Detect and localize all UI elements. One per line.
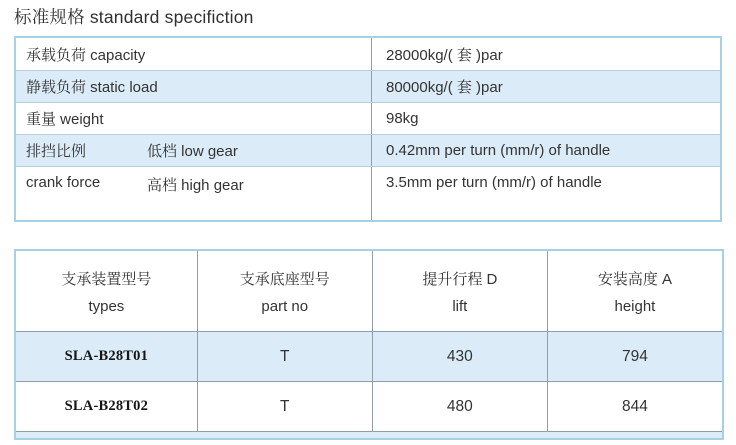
table-row (16, 134, 720, 166)
table-row (16, 38, 720, 70)
part-no-cell (197, 332, 372, 381)
column-header-cn: 安装高度 A (597, 270, 673, 288)
spec-value: 0.42mm per turn (mm/r) of handle (386, 142, 611, 159)
spec-value: 80000kg/( 套 )par (386, 79, 503, 96)
page-title: 标准规格 standard specifiction (14, 7, 254, 27)
lift-value: 430 (446, 347, 473, 365)
part-no: T (280, 397, 290, 415)
table-row (16, 331, 722, 381)
column-header-en: lift (452, 297, 468, 315)
spec-value: 98kg (386, 110, 419, 127)
table-footer-strip (16, 431, 722, 438)
model-type-cell (16, 382, 197, 431)
lift-cell (372, 382, 547, 431)
lift-value: 480 (446, 397, 473, 415)
table-row (16, 166, 720, 220)
spec-value-cell (371, 103, 720, 134)
height-cell (547, 332, 722, 381)
spec-value-cell (371, 167, 720, 220)
spec-label: 承载负荷 capacity (26, 46, 146, 64)
column-header-en: height (614, 297, 656, 315)
part-no-cell (197, 382, 372, 431)
spec-value: 3.5mm per turn (mm/r) of handle (386, 174, 602, 191)
spec-value: 28000kg/( 套 )par (386, 46, 503, 64)
spec-label: 排挡比例 (26, 143, 87, 160)
spec-label-cell (16, 103, 371, 134)
spec-sublabel: 高档 high gear (147, 177, 244, 194)
column-header-height (547, 251, 722, 331)
spec-label: crank force (26, 174, 101, 191)
column-header-en: part no (261, 297, 309, 315)
table-row (16, 102, 720, 134)
table-row (16, 70, 720, 102)
column-header-cn: 支承底座型号 (239, 270, 330, 288)
model-table (14, 249, 724, 440)
table-header-row (16, 251, 722, 331)
lift-cell (372, 332, 547, 381)
table-row (16, 381, 722, 431)
model-type-cell (16, 332, 197, 381)
spec-value-cell (371, 71, 720, 102)
part-no: T (280, 347, 290, 365)
column-header-cn: 提升行程 D (422, 270, 498, 288)
spec-label-cell (16, 167, 371, 220)
spec-table (14, 36, 722, 222)
spec-value-cell (371, 38, 720, 70)
column-header-en: types (88, 297, 125, 315)
spec-sublabel: 低档 low gear (147, 143, 238, 160)
height-cell (547, 382, 722, 431)
spec-label-cell (16, 38, 371, 70)
spec-label: 静载负荷 static load (26, 79, 158, 96)
column-header-lift (372, 251, 547, 331)
spec-value-cell (371, 135, 720, 166)
column-header-cn: 支承装置型号 (61, 270, 152, 288)
height-value: 794 (621, 347, 648, 365)
height-value: 844 (621, 397, 648, 415)
spec-label: 重量 weight (26, 111, 104, 128)
column-header-part-no (197, 251, 372, 331)
column-header-types (16, 251, 197, 331)
spec-label-cell (16, 135, 371, 166)
spec-label-cell (16, 71, 371, 102)
model-type: SLA-B28T02 (64, 398, 149, 414)
model-type: SLA-B28T01 (64, 348, 149, 364)
